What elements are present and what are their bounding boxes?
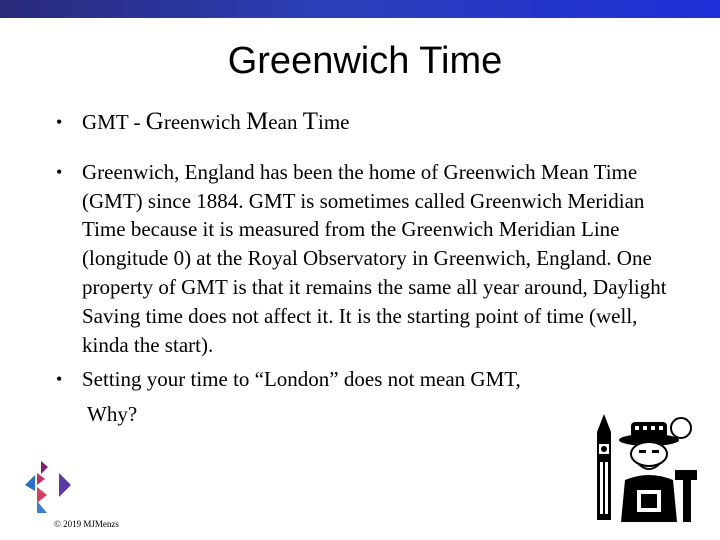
bullet-gmt-prefix: GMT - (82, 110, 146, 134)
footer-copyright: © 2019 MJMenzs (54, 519, 119, 529)
bullet-gmt-definition (56, 108, 676, 137)
bullet-dot: • (56, 369, 63, 390)
bullet-ime: ime (317, 110, 350, 134)
bullet-m: M (246, 108, 269, 135)
bullet-london-text: Setting your time to “London” does not mean GMT, (82, 367, 521, 392)
bullet-dot: • (56, 161, 63, 182)
bullet-reenwich: reenwich (163, 110, 247, 134)
top-gradient-bar (0, 0, 720, 18)
slide-title: Greenwich Time (227, 40, 503, 82)
bullet-g: G (145, 108, 164, 135)
bullet-ean: ean (268, 110, 303, 134)
bullet-list (56, 108, 676, 428)
bullet-t: T (302, 108, 318, 135)
bullet-why-text: Why? (87, 402, 138, 427)
bullet-greenwich-history (56, 158, 676, 360)
bullet-london-time (56, 365, 676, 394)
colored-arrows-logo-icon (23, 461, 73, 513)
bullet-greenwich-text: Greenwich, England has been the home of Greenwich Mean Time (GMT) since 1884. GMT is sometimes called Greenwich Meridian Time because it is measured from the Greenwich Meridian Line (longitude 0) at the Royal Observatory in Greenwich, England. One property of GMT is that it remains the same all year around, Daylight Saving time does not affect it. It is the starting point of time (well, kinda the start). (82, 159, 667, 357)
beefeater-big-ben-clipart-icon (585, 410, 705, 522)
bullet-dot: • (56, 112, 63, 132)
